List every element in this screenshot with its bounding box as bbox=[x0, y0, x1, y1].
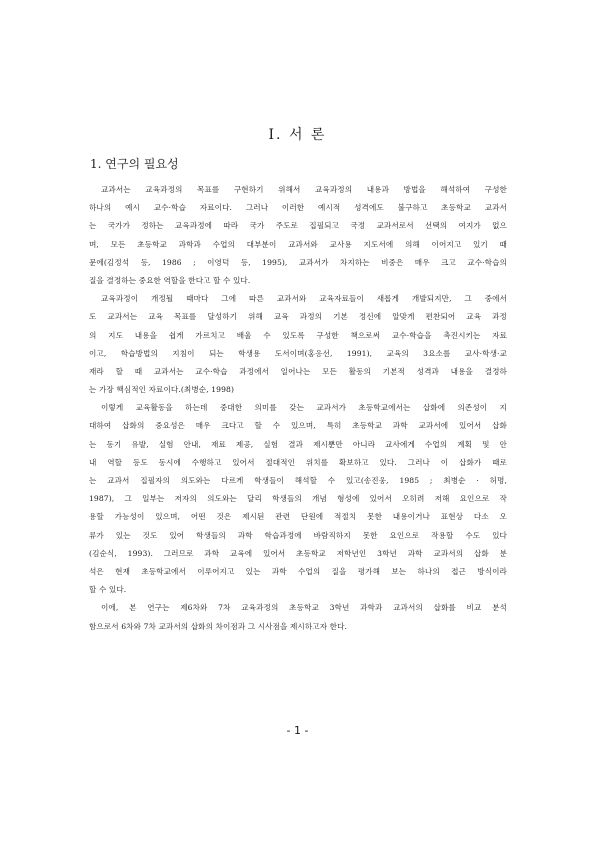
paragraph-line: 문에(김정석 등, 1986 ; 이영덕 등, 1995), 교과서가 차지하는 비중은 매우 크고 교수·학습의 bbox=[89, 257, 507, 267]
paragraph-line: 도 교과서는 교육 목표를 달성하기 위해 교육 과정의 기본 정신에 알맞게 편찬되어 교육 과정 bbox=[89, 312, 507, 322]
paragraph-line: 류가 있는 것도 있어 학생들의 과학 학습과정에 바람직하지 못한 요인으로 작용할 수도 있다 bbox=[89, 530, 507, 540]
paragraph-line: 1987), 그 일부는 저자의 의도와는 달리 학생들의 개념 형성에 있어서 오히려 저해 요인으로 작 bbox=[89, 494, 507, 504]
paragraph-line: 는 동기 유발, 실험 안내, 재료 제공, 실험 결과 제시뿐만 아니라 교사에게 수업의 계획 및 안 bbox=[89, 439, 507, 449]
paragraph-line: 대하여 삽화의 중요성은 매우 크다고 할 수 있으며, 특히 초등학교 과학 교과서에 있어서 삽화 bbox=[89, 421, 507, 431]
body-text bbox=[89, 181, 507, 636]
paragraph-line: 용할 가능성이 있으며, 어떤 것은 제시된 관련 단원에 적절치 못한 내용이거나 표현상 다소 오 bbox=[89, 512, 507, 522]
paragraph-line: 교육과정이 개정될 때마다 그에 따른 교과서와 교육자료들이 새롭게 개발되지만, 그 중에서 bbox=[101, 294, 507, 304]
paragraph-line: 내 역할 등도 동시에 수행하고 있어서 절대적인 위치를 확보하고 있다. 그러나 이 삽화가 때로 bbox=[89, 457, 507, 467]
paragraph-line: 는 국가가 정하는 교육과정에 따라 국가 주도로 집필되고 국정 교과서로서 선택의 여지가 없으 bbox=[89, 221, 507, 231]
page-number: - 1 - bbox=[286, 724, 309, 737]
paragraph-line: 질을 결정하는 중요한 역할을 한다고 할 수 있다. bbox=[89, 275, 251, 285]
paragraph-line: 함으로서 6차와 7차 교과서의 삽화의 차이점과 그 시사점을 제시하고자 한다. bbox=[89, 621, 348, 631]
paragraph-line: 이렇게 교육활동을 하는데 중대한 의미를 갖는 교과서가 초등학교에서는 삽화에 의존성이 지 bbox=[101, 403, 507, 413]
paragraph-line: 하나의 예시 교수·학습 자료이다. 그러나 이러한 예시적 성격에도 불구하고 초등학교 교과서 bbox=[89, 203, 507, 213]
paragraph-line: 할 수 있다. bbox=[89, 585, 127, 595]
paragraph-line: 의 지도 내용을 쉽게 가르치고 배울 수 있도록 구성한 책으로써 교수·학습을 촉진시키는 자료 bbox=[89, 330, 507, 340]
paragraph-line: (김순식, 1993). 그러므로 과학 교육에 있어서 초등학교 저학년인 3학년 과학 교과서의 삽화 분 bbox=[89, 548, 507, 558]
paragraph-line: 이에, 본 연구는 제6차와 7차 교육과정의 초등학교 3학년 과학과 교과서의 삽화를 비교 분석 bbox=[101, 603, 507, 613]
paragraph-line: 석은 현재 초등학교에서 이루어지고 있는 과학 수업의 질을 평가해 보는 하나의 접근 방식이라 bbox=[89, 566, 507, 576]
chapter-title: Ⅰ. 서 론 bbox=[268, 127, 327, 143]
paragraph-line: 재라 할 때 교과서는 교수·학습 과정에서 일어나는 모든 활동의 기본적 성격과 내용을 결정하 bbox=[89, 366, 507, 376]
paragraph-line: 교과서는 교육과정의 목표를 구현하기 위해서 교육과정의 내용과 방법을 해석하여 구성한 bbox=[101, 185, 507, 194]
paragraph-line: 이고, 학습방법의 지침이 되는 학생용 도서이며(홍응선, 1991), 교육의 3요소를 교사·학생·교 bbox=[89, 348, 507, 358]
paragraph-line: 며, 모든 초등학교 과학과 수업의 대부분이 교과서와 교사용 지도서에 의해 이어지고 있기 때 bbox=[89, 239, 507, 249]
paragraph-line: 는 가장 핵심적인 자료이다.(최병순, 1998) bbox=[89, 385, 235, 395]
section-heading: 1. 연구의 필요성 bbox=[90, 157, 179, 171]
paragraph-line: 는 교과서 집필자의 의도와는 다르게 학생들이 해석할 수 있고(송진웅, 1985 ; 최병순 · 허명, bbox=[89, 476, 507, 485]
